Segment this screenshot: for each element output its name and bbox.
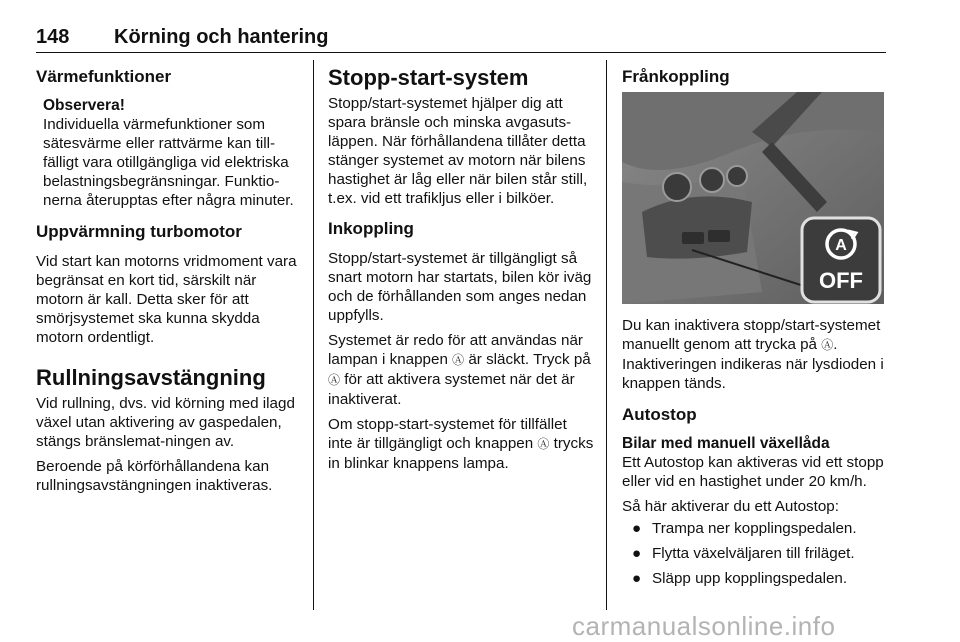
text-run: trycks in blinkar knappens lampa. [328, 435, 594, 472]
text-run: Om stopp-start-systemet för tillfället inte är tillgängligt och knappen [328, 416, 567, 452]
stop-start-button-icon: Ⓐ [821, 338, 834, 352]
activation-paragraph-2 [328, 331, 594, 409]
watermark-text: carmanualsonline.info [572, 611, 836, 641]
coasting-paragraph-1: Vid rullning, dvs. vid körning med ilagd växel utan aktivering av gaspedalen, stängs bränslemat-ningen av. [36, 395, 295, 450]
stop-start-button-icon: Ⓐ [328, 373, 341, 387]
column-divider [313, 60, 314, 610]
text-run: Systemet är redo för att användas när lampan i knappen [328, 332, 583, 368]
text-run: . Inaktiveringen indikeras när lysdioden i knappen tänds. [622, 336, 884, 392]
bullet-icon: ● [632, 520, 642, 537]
list-item-text: Trampa ner kopplingspedalen. [652, 520, 857, 537]
column-middle [328, 60, 594, 473]
section-heading-coasting: Rullningsavstängning [36, 365, 266, 390]
autostop-steps [622, 519, 890, 588]
bullet-icon: ● [632, 570, 642, 587]
stop-start-button-icon: Ⓐ [537, 437, 550, 451]
off-label: OFF [819, 268, 863, 293]
stop-start-button-icon: Ⓐ [452, 353, 465, 367]
chapter-title: Körning och hantering [114, 26, 329, 48]
subheading-activation: Inkoppling [328, 219, 414, 238]
list-item-text: Flytta växelväljaren till friläget. [652, 545, 855, 562]
activation-paragraph-1: Stopp/start-systemet är tillgängligt så snart motorn har startats, bilen kör iväg och de förhållanden som anges nedan uppfylls. [328, 250, 592, 324]
autostop-paragraph-2: Så här aktiverar du ett Autostop: [622, 498, 839, 515]
column-divider [606, 60, 607, 610]
list-item [622, 519, 890, 538]
activation-paragraph-3 [328, 415, 594, 473]
column-left [36, 60, 298, 495]
dashboard-photo [622, 92, 884, 304]
subheading-autostop: Autostop [622, 405, 697, 424]
note-box [36, 96, 298, 210]
autostop-paragraph-1: Ett Autostop kan aktiveras vid ett stopp eller vid en hastighet under 20 km/h. [622, 454, 884, 490]
list-item [622, 544, 890, 563]
text-run: är släckt. Tryck på [464, 351, 591, 368]
page-number: 148 [36, 26, 70, 48]
note-body: Individuella värmefunktioner som sätesvärme eller rattvärme kan till-fälligt vara otillgängliga vid elektriska belastningsbegränsningar. Funktio-nerna återupptas efter några minuter. [43, 116, 294, 209]
column-right [622, 60, 890, 594]
note-title: Observera! [43, 97, 125, 114]
section-heading-heating: Värmefunktioner [36, 67, 172, 86]
subheading-turbo: Uppvärmning turbomotor [36, 222, 242, 241]
deactivation-paragraph [622, 316, 890, 393]
page-header [36, 22, 886, 53]
text-run: för att aktivera systemet när det är inaktiverat. [328, 371, 575, 408]
list-item-text: Släpp upp kopplingspedalen. [652, 570, 848, 587]
bullet-icon: ● [632, 545, 642, 562]
section-title-stop-start: Stopp-start-system [328, 65, 529, 90]
section-heading-deactivation: Frånkoppling [622, 67, 730, 86]
text-run: Du kan inaktivera stopp/start-systemet manuellt genom att trycka på [622, 317, 881, 353]
coasting-paragraph-2: Beroende på körförhållandena kan rullningsavstängningen inaktiveras. [36, 458, 273, 494]
manual-gearbox-heading: Bilar med manuell växellåda [622, 435, 830, 452]
intro-paragraph: Stopp/start-systemet hjälper dig att spara bränsle och minska avgasuts-läppen. När förhållandena tillåter detta stänger systemet av motorn när bilens hastighet är låg eller när bilen står still, t.ex. vid ett trafikljus eller i bilköer. [328, 95, 588, 207]
svg-text:A: A [835, 237, 847, 254]
turbo-text: Vid start kan motorns vridmoment vara begränsat en kort tid, särskilt när motorn är kall. Detta sker för att smörjsystemet ska kunna skydda motorn ordentligt. [36, 253, 297, 346]
list-item [622, 569, 890, 588]
